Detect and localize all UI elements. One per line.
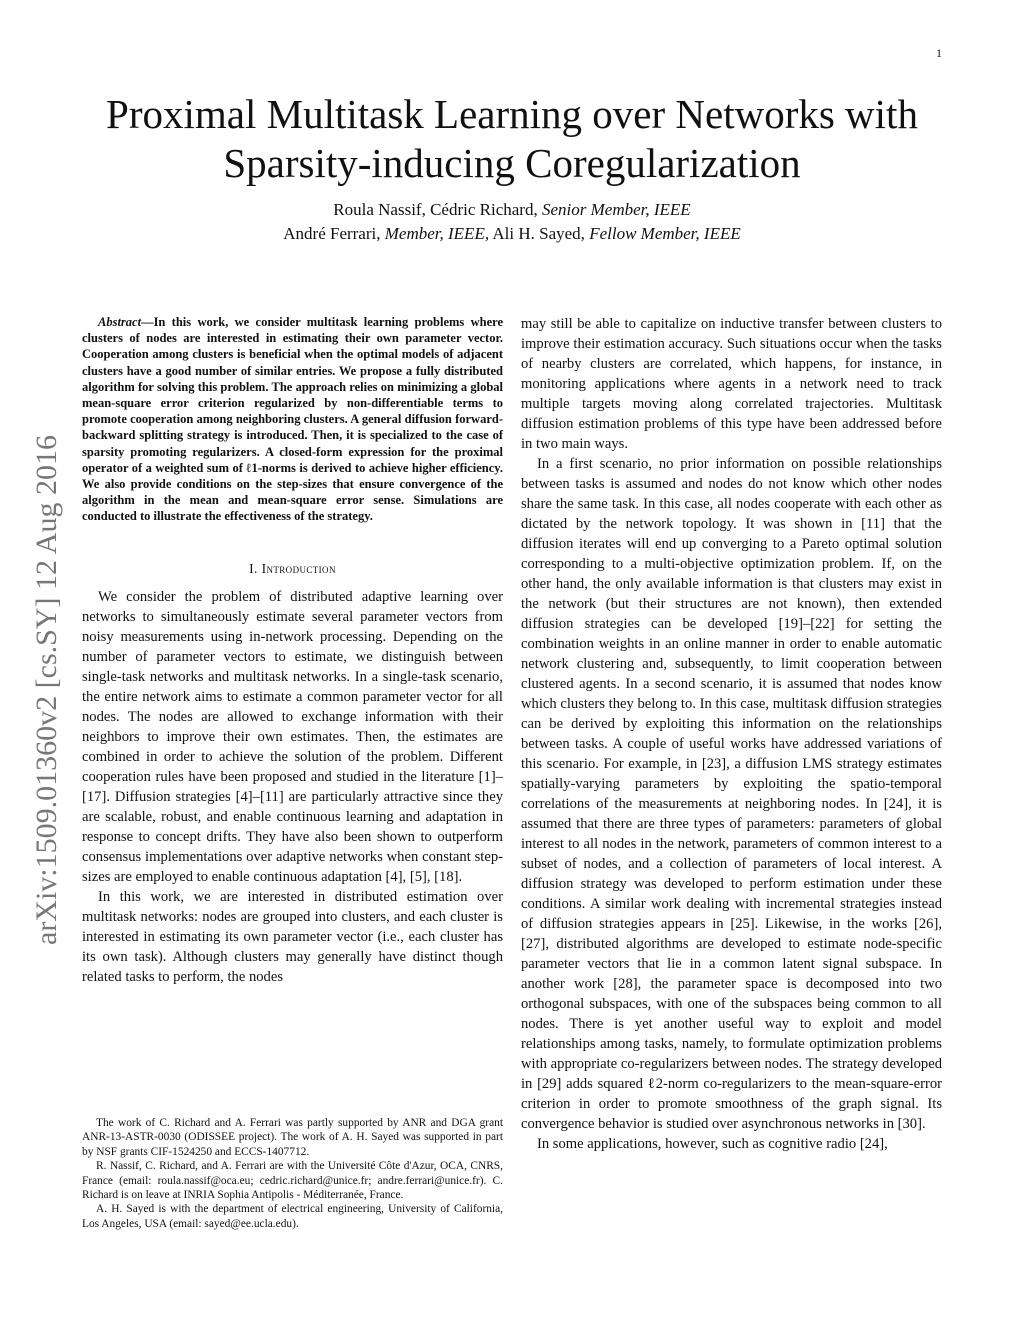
author-role-ferrari: Member, IEEE, (384, 224, 490, 243)
intro-paragraph-1: We consider the problem of distributed adaptive learning over networks to simultaneously estimate several parameter vectors from noisy measurements using in-network processing. Depending on the number of parameter vectors to estimate, we distinguish between single-task networks and multitask networks. In a single-task scenario, the entire network aims to estimate a common parameter vector for all nodes. The nodes are allowed to exchange information with their neighbors to improve their own estimates. Then, the estimates are combined in order to achieve the solution of the problem. Different cooperation rules have been proposed and studied in the literature [1]–[17]. Diffusion strategies [4]–[11] are particularly attractive since they are scalable, robust, and enable continuous learning and adaptation in response to concept drifts. They have also been shown to outperform consensus implementations over adaptive networks when constant step-sizes are employed to enable continuous adaptation [4], [5], [18]. (82, 588, 503, 885)
footnote-affiliation-2: A. H. Sayed is with the department of electrical engineering, University of California, Los Angeles, USA (email: sayed@ee.ucla.edu). (82, 1203, 503, 1230)
right-paragraph-1: may still be able to capitalize on inductive transfer between clusters to improve their estimation accuracy. Such situations occur when the tasks of nearby clusters are correlated, which happens, for instance, in monitoring applications where agents in a network need to track multiple targets moving along correlated trajectories. Multitask diffusion estimation problems of this type have been addressed before in two main ways. (521, 316, 942, 452)
arxiv-id-text: arXiv:1509.01360v2 [cs.SY] 12 Aug 2016 (30, 435, 63, 945)
arxiv-watermark (12, 350, 72, 950)
author-names-1: Roula Nassif, Cédric Richard, (333, 200, 538, 219)
footnote-affiliation-1: R. Nassif, C. Richard, and A. Ferrari are with the Université Côte d'Azur, OCA, CNRS, France (email: roula.nassif@oca.eu; cedric.richard@unice.fr; andre.ferrari@unice.fr). C. Richard is on leave at INRIA Sophia Antipolis - Méditerranée, France. (82, 1160, 503, 1202)
footnotes (82, 1116, 503, 1231)
abstract (82, 314, 503, 525)
title-line-2: Sparsity-inducing Coregularization (223, 140, 801, 187)
right-paragraph-2: In a first scenario, no prior information on possible relationships between tasks is assumed and nodes do not know which other nodes share the same task. In this case, all nodes cooperate with each other as dictated by the network topology. It was shown in [11] that the diffusion iterates will end up converging to a Pareto optimal solution corresponding to a multi-objective optimization problem. If, on the other hand, the only available information is that clusters may exist in the network (but their structures are not known), then extended diffusion strategies can be developed [19]–[22] for setting the combination weights in an online manner in order to enable automatic network clustering and, subsequently, to limit cooperation between clustered agents. In a second scenario, it is assumed that nodes know which clusters they belong to. In this case, multitask diffusion strategies can be derived by exploiting this information on the relationships between tasks. A couple of useful works have addressed variations of this scenario. For example, in [23], a diffusion LMS strategy estimates spatially-varying parameters by exploiting the spatio-temporal correlations of the measurements at neighboring nodes. In [24], it is assumed that there are three types of parameters: parameters of global interest to all nodes in the network, parameters of common interest to a subset of nodes, and a collection of parameters of local interest. A diffusion strategy was developed to perform estimation under these conditions. A similar work dealing with incremental strategies instead of diffusion strategies appears in [25]. Likewise, in the works [26], [27], distributed algorithms are developed to estimate node-specific parameter vectors that lie in a common latent signal subspace. In another work [28], the parameter space is decomposed into two orthogonal subspaces, with one of the subspaces being common to all nodes. There is yet another useful way to exploit and model relationships among tasks, namely, to formulate optimization problems with appropriate co-regularizers between nodes. The strategy developed in [29] adds squared ℓ2-norm co-regularizers to the mean-square-error criterion in order to promote smoothness of the graph signal. Its convergence behavior is studied over asynchronous networks in [30]. (521, 456, 942, 1132)
page-number: 1 (936, 46, 942, 60)
abstract-label: Abstract (98, 315, 142, 329)
author-role-sayed: Fellow Member, IEEE (589, 224, 741, 243)
author-role-1: Senior Member, IEEE (541, 200, 691, 219)
left-column (82, 314, 503, 987)
right-paragraph-3: In some applications, however, such as cognitive radio [24], (537, 1136, 888, 1152)
paper-title (60, 90, 964, 188)
title-line-1: Proximal Multitask Learning over Networks with (106, 91, 918, 137)
author-name-sayed: Ali H. Sayed, (492, 224, 585, 243)
author-line-2 (60, 222, 964, 246)
right-column (521, 314, 942, 1154)
author-block (60, 198, 964, 246)
footnote-funding: The work of C. Richard and A. Ferrari was partly supported by ANR and DGA grant ANR-13-ASTR-0030 (ODISSEE project). The work of A. H. Sayed was supported in part by NSF grants CIF-1524250 and ECCS-1407712. (82, 1117, 503, 1158)
author-name-ferrari: André Ferrari, (283, 224, 381, 243)
intro-paragraph-2: In this work, we are interested in distributed estimation over multitask networks: nodes are grouped into clusters, and each cluster is interested in estimating its own parameter vector (i.e., each cluster has its own task). Although clusters may generally have distinct though related tasks to perform, the nodes (82, 888, 503, 985)
author-line-1 (60, 198, 964, 222)
section-heading: I. Introduction (249, 560, 336, 576)
abstract-text: —In this work, we consider multitask learning problems where clusters of nodes are interested in estimating their own parameter vector. Cooperation among clusters is beneficial when the optimal models of adjacent clusters have a good number of similar entries. We propose a fully distributed algorithm for solving this problem. The approach relies on minimizing a global mean-square error criterion regularized by non-differentiable terms to promote cooperation among neighboring clusters. A general diffusion forward-backward splitting strategy is introduced. Then, it is specialized to the case of sparsity promoting regularizers. A closed-form expression for the proximal operator of a weighted sum of ℓ1-norms is derived to achieve higher efficiency. We also provide conditions on the step-sizes that ensure convergence of the algorithm in the mean and mean-square error sense. Simulations are conducted to illustrate the effectiveness of the strategy. (82, 315, 503, 524)
